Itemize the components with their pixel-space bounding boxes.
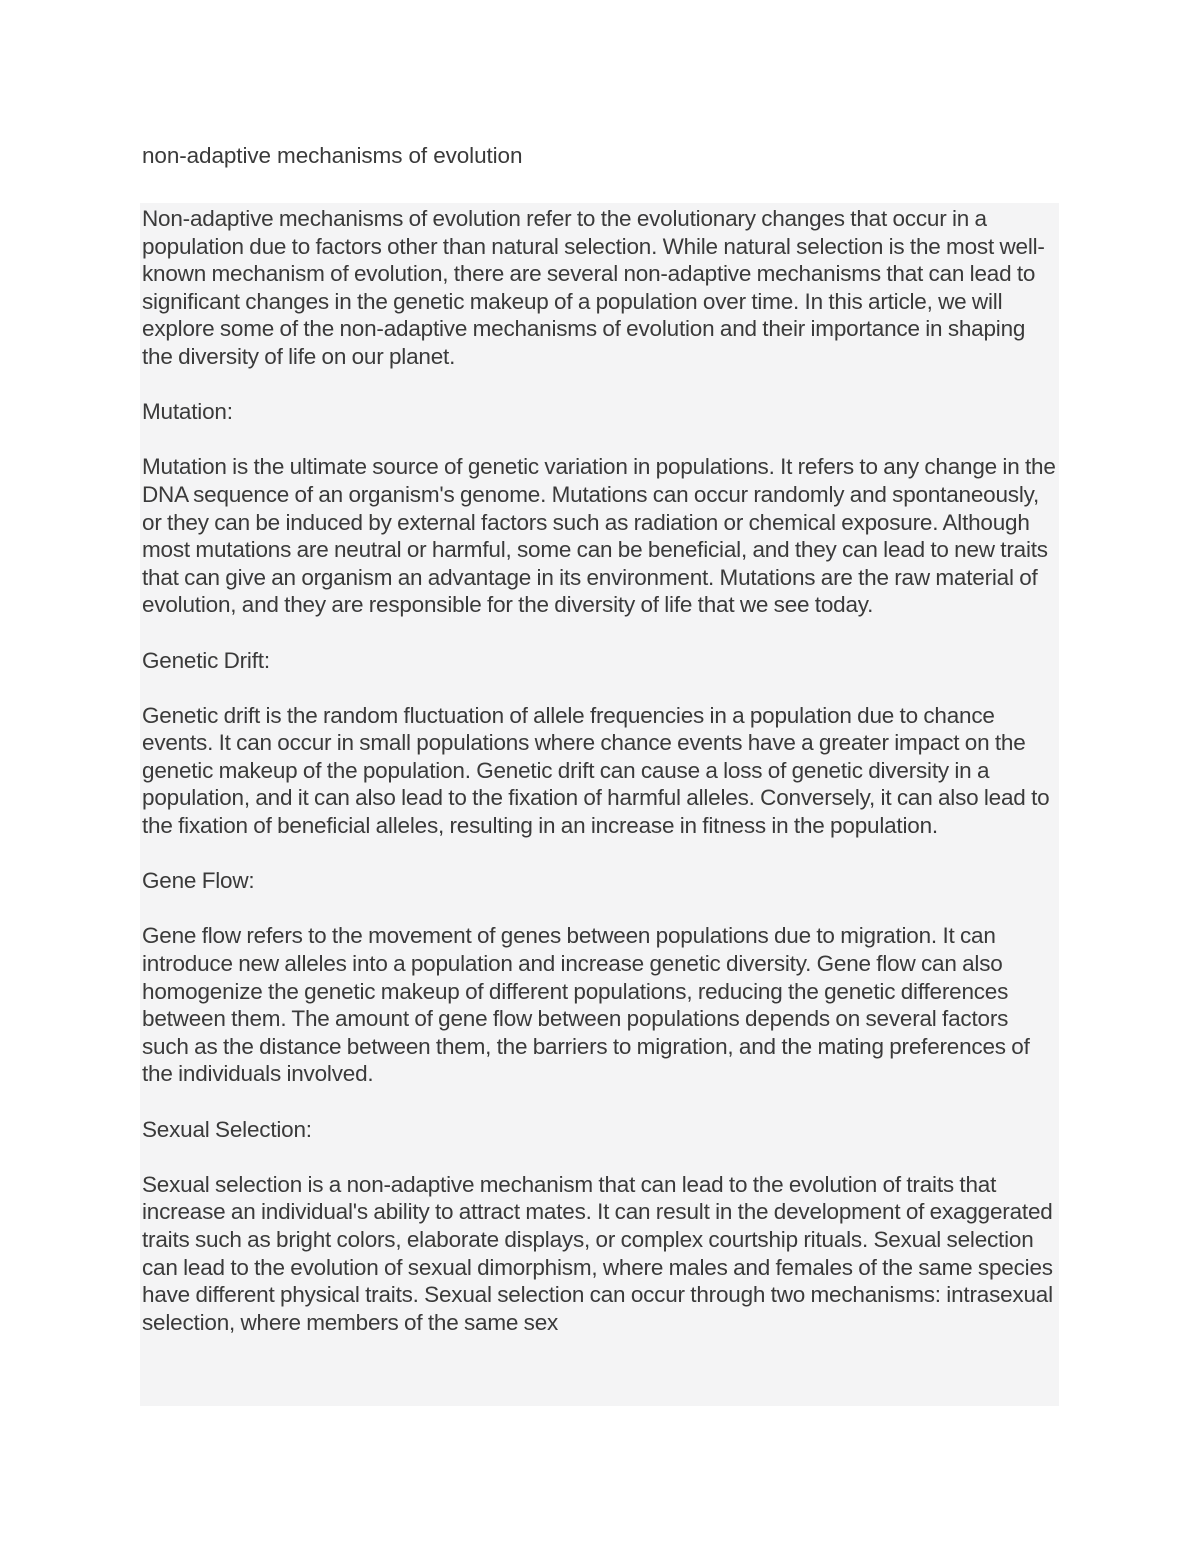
section-heading-mutation: Mutation: (142, 399, 233, 425)
intro-paragraph: Non-adaptive mechanisms of evolution refer to the evolutionary changes that occur in a population due to factors other than natural selection. While natural selection is the most well-known mechanism of evolution, there are several non-adaptive mechanisms that can lead to significant changes in the genetic makeup of a population over time. In this article, we will explore some of the non-adaptive mechanisms of evolution and their importance in shaping the diversity of life on our planet. (142, 206, 1045, 369)
document-title: non-adaptive mechanisms of evolution (142, 143, 523, 168)
article-body (140, 203, 1059, 1406)
section-body-genetic-drift: Genetic drift is the random fluctuation of allele frequencies in a population due to chance events. It can occur in small populations where chance events have a greater impact on the genetic makeup of the population. Genetic drift can cause a loss of genetic diversity in a population, and it can also lead to the fixation of harmful alleles. Conversely, it can also lead to the fixation of beneficial alleles, resulting in an increase in fitness in the population. (142, 702, 1050, 839)
section-body-mutation: Mutation is the ultimate source of genetic variation in populations. It refers to any change in the DNA sequence of an organism's genome. Mutations can occur randomly and spontaneously, or they can be induced by external factors such as radiation or chemical exposure. Although most mutations are neutral or harmful, some can be beneficial, and they can lead to new traits that can give an organism an advantage in its environment. Mutations are the raw material of evolution, and they are responsible for the diversity of life that we see today. (142, 454, 1056, 618)
section-body-sexual-selection: Sexual selection is a non-adaptive mechanism that can lead to the evolution of traits that increase an individual's ability to attract mates. It can result in the development of exaggerated traits such as bright colors, elaborate displays, or complex courtship rituals. Sexual selection can lead to the evolution of sexual dimorphism, where males and females of the same species have different physical traits. Sexual selection can occur through two mechanisms: intrasexual selection, where members of the same sex (142, 1171, 1053, 1335)
section-heading-gene-flow: Gene Flow: (142, 868, 255, 894)
section-heading-genetic-drift: Genetic Drift: (142, 647, 270, 673)
section-body-gene-flow: Gene flow refers to the movement of genes between populations due to migration. It can introduce new alleles into a population and increase genetic diversity. Gene flow can also homogenize the genetic makeup of different populations, reducing the genetic differences between them. The amount of gene flow between populations depends on several factors such as the distance between them, the barriers to migration, and the mating preferences of the individuals involved. (142, 923, 1030, 1087)
section-heading-sexual-selection: Sexual Selection: (142, 1116, 312, 1142)
